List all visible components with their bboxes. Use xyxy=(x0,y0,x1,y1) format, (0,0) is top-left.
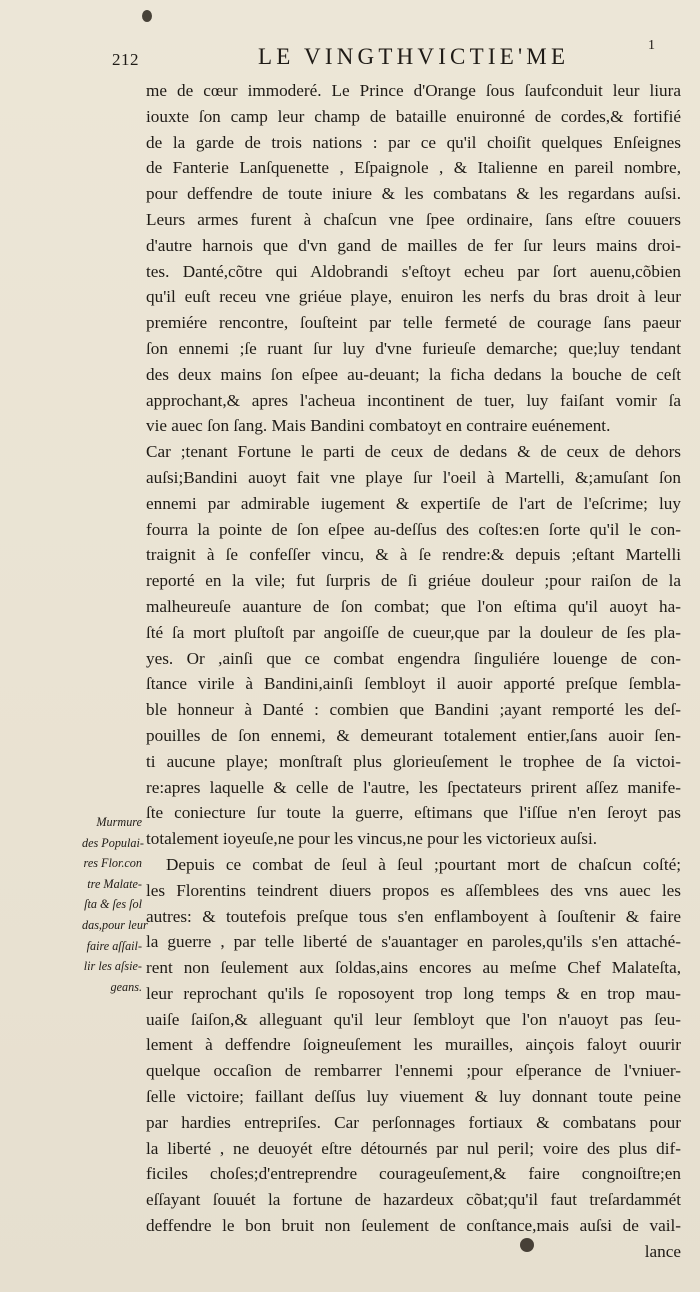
text-line: yes. Or ,ainſi que ce combat engendra ſinguliére louenge de con- xyxy=(146,648,681,668)
text-line: ſon ennemi ;ſe ruant ſur luy d'vne furieuſe demarche; que;luy tendant xyxy=(146,338,681,358)
margin-note-line: geans. xyxy=(110,979,142,994)
margin-note-line: tre Malate- xyxy=(87,876,142,891)
text-line: ble honneur à Danté : combien que Bandini ;ayant remporté les deſ- xyxy=(146,700,681,720)
text-line: eſſayant ſouuét la fortune de hazardeux cõbat;qu'il faut treſardammét xyxy=(146,1190,681,1210)
text-line: premiére rencontre, ſouſteint par telle fermeté de courage ſans paeur xyxy=(146,313,681,333)
text-line: ſte coniecture ſur toute la guerre, eſtimans que l'iſſue n'en ſeroyt pas xyxy=(146,803,681,823)
text-line: ſté ſa mort pluſtoſt par angoiſſe de cueur,que par la douleur de ſes pla- xyxy=(146,622,681,642)
text-line: la liberté , ne deuoyét eſtre détournés par nul peril; voire des plus dif- xyxy=(146,1138,681,1158)
ink-blot xyxy=(142,10,152,22)
text-line: leur reprochant qu'ils ſe roposoyent trop long temps & en trop mau- xyxy=(146,983,681,1003)
text-line: approchant,& apres l'acheua incontinent de tuer, luy faiſant vomir ſa xyxy=(146,390,681,410)
text-line: lance xyxy=(644,1241,681,1261)
text-line: de la garde de trois nations : par ce qu'il choiſit quelques Enſeignes xyxy=(146,132,681,152)
text-line: quelque occaſion de rembarrer l'ennemi ;pour eſperance de l'vniuer- xyxy=(146,1061,681,1081)
text-line: iouxte ſon camp leur champ de bataille enuironné de cordes,& fortifié xyxy=(146,106,681,126)
text-line: de Fanterie Lanſquenette , Eſpaignole , & Italienne en pareil nombre, xyxy=(146,158,681,178)
text-line: ficiles choſes;d'entreprendre courageuſement,& faire congnoiſtre;en xyxy=(146,1164,681,1184)
text-line: totalement ioyeuſe,ne pour les vincus,ne pour les victorieux auſsi. xyxy=(146,829,598,849)
text-line: par hardies entrepriſes. Car perſonnages fortiaux & combatans pour xyxy=(146,1112,681,1132)
text-line: tes. Danté,cõtre qui Aldobrandi s'eſtoyt echeu par ſort auenu,cõbien xyxy=(146,261,681,281)
text-line: lement à deffendre ſoigneuſement les murailles, ainçois faloyt ouurir xyxy=(146,1035,681,1055)
text-line: ennemi par admirable iugement & expertiſe de l'art de l'eſcrime; luy xyxy=(146,493,681,513)
text-line: les Florentins teindrent diuers propos es aſſemblees des vns auec les xyxy=(146,880,681,900)
text-line: vie auec ſon ſang. Mais Bandini combatoyt en contraire euénement. xyxy=(146,416,611,436)
text-line: reporté en la vile; fut ſurpris de ſi griéue douleur ;pour raiſon de la xyxy=(146,571,681,591)
margin-note-line: ſta & ſes ſol xyxy=(84,897,142,912)
text-line: fourra la pointe de ſon eſpee au-deſſus des coſtes:en ſorte qu'il le con- xyxy=(146,519,681,539)
page-number: 212 xyxy=(112,50,139,69)
text-line: autres: & toutefois preſque tous s'en enflamboyent à ſouſtenir & faire xyxy=(146,906,681,926)
text-line: pour deffendre de toute iniure & les combatans & les regardans auſsi. xyxy=(146,184,681,204)
running-head: LE VINGTHVICTIE'ME xyxy=(258,44,570,69)
text-line: ti aucune playe; monſtraſt plus glorieuſement le trophee de ſa victoi- xyxy=(146,751,681,771)
margin-note xyxy=(82,812,148,997)
text-line: malheureuſe auanture de ſon combat; que l'on eſtima qu'il auoyt ha- xyxy=(146,596,681,616)
text-line: me de cœur immoderé. Le Prince d'Orange ſous ſaufconduit leur liura xyxy=(146,81,681,100)
text-line: Leurs armes furent à chaſcun vne ſpee ordinaire, ſans eſtre couuers xyxy=(146,209,681,229)
text-line: Car ;tenant Fortune le parti de ceux de dedans & de ceux de dehors xyxy=(146,442,681,462)
margin-note-line: res Flor.con xyxy=(83,856,142,871)
text-line: qu'il euſt receu vne griéue playe, enuiron les nerfs du bras droit à leur xyxy=(146,287,681,307)
text-line: rent non ſeulement aux ſoldas,ains encores au meſme Chef Malateſta, xyxy=(146,958,681,978)
text-line: uaiſe ſaiſon,& alleguant qu'il leur ſembloyt que l'on n'auoyt pas ſeu- xyxy=(146,1009,681,1029)
text-line: traignit à ſe confeſſer vincu, & à ſe rendre:& depuis ;eſtant Martelli xyxy=(146,545,681,565)
corner-mark: 1 xyxy=(648,38,655,53)
text-line: ſelle victoire; faillant deſſus luy viuement & luy donnant toute peine xyxy=(146,1087,681,1107)
margin-note-line: faire aſſail- xyxy=(86,938,142,953)
margin-note-line: das,pour leur xyxy=(82,917,148,932)
ink-blot xyxy=(520,1238,534,1252)
text-line: deffendre le bon bruit non ſeulement de conſtance,mais auſsi de vail- xyxy=(146,1216,681,1236)
text-line: re:apres laquelle & celle de l'autre, les ſpectateurs prirent aſſez manife- xyxy=(146,777,681,797)
margin-note-line: Murmure xyxy=(96,815,142,829)
margin-note-line: des Populai- xyxy=(82,835,144,850)
text-line: ſtance virile à Bandini,ainſi ſembloyt il auoir apporté preſque ſembla- xyxy=(146,674,681,694)
body-text xyxy=(146,78,681,1265)
text-line: d'autre harnois que d'vn gand de mailles de fer ſur leurs mains droi- xyxy=(146,235,681,255)
margin-note-line: lir les aſsie- xyxy=(83,959,142,974)
text-line: auſsi;Bandini auoyt fait vne playe ſur l'oeil à Martelli, &;amuſant ſon xyxy=(146,467,681,487)
text-line: Depuis ce combat de ſeul à ſeul ;pourtant mort de chaſcun coſté; xyxy=(166,854,681,874)
text-line: des deux mains ſon eſpee au-deuant; la ficha dedans la bouche de ceſt xyxy=(146,364,681,384)
text-line: pouilles de ſon ennemi, & demeurant totalement entier,ſans auoir ſen- xyxy=(146,725,681,745)
text-line: la guerre , par telle liberté de s'auantager en paroles,qu'ils s'en attaché- xyxy=(146,932,681,952)
